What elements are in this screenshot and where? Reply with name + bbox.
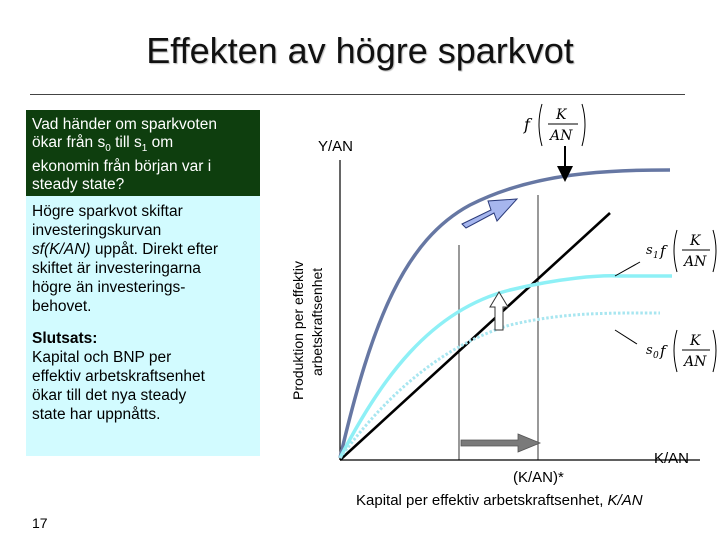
svg-text:K: K	[556, 107, 567, 123]
question-line: Vad händer om sparkvoten	[32, 116, 217, 133]
s1-label-pointer	[615, 262, 640, 276]
s0-label-pointer	[615, 330, 637, 344]
break-even-line	[340, 213, 610, 460]
y-axis-label-line2: arbetskraftsenhet	[309, 267, 325, 376]
y-axis-label-line1: Produktion per effektiv	[290, 260, 306, 400]
question-line: ekonomin från början var i	[32, 158, 212, 176]
svg-text:f: f	[660, 242, 666, 260]
investment-shift-arrow	[490, 292, 508, 330]
svg-text:AN: AN	[684, 354, 707, 370]
conclusion-title: Slutsats:	[32, 330, 98, 347]
production-label	[523, 104, 585, 146]
svg-text:s: s	[646, 343, 653, 358]
steady-state-label: (K/AN)*	[513, 469, 564, 486]
question-line: steady state?	[32, 176, 125, 194]
y-axis-top-label: Y/AN	[318, 138, 354, 155]
conclusion-paragraph: Slutsats: Kapital och BNP per effektiv arbetskraftsenhet ökar till det nya steady state har uppnåtts.	[32, 330, 205, 423]
capital-shift-arrow	[461, 434, 540, 452]
svg-text:1: 1	[653, 251, 659, 261]
x-axis-label: Kapital per effektiv arbetskraftsenhet, K/AN	[356, 492, 643, 509]
svg-text:0: 0	[653, 351, 659, 361]
s0-curve-label	[646, 330, 716, 372]
answer-paragraph: Högre sparkvot skiftar investeringskurvan sf(K/AN) uppåt. Direkt efter skiftet är investeringarna högre än investerings- behovet.	[32, 203, 219, 315]
svg-text:f: f	[524, 115, 530, 134]
svg-text:s: s	[646, 243, 653, 258]
svg-text:K: K	[690, 333, 701, 349]
x-axis-end-label: K/AN	[654, 450, 690, 467]
svg-text:AN: AN	[684, 254, 707, 270]
svg-text:K: K	[690, 233, 701, 249]
svg-text:AN: AN	[550, 128, 573, 144]
slide-title: Effekten av högre sparkvot	[146, 30, 574, 71]
page-number: 17	[32, 515, 48, 531]
investment-curve-s0	[340, 313, 660, 458]
s1-curve-label	[646, 230, 716, 272]
question-line: ökar från $s_0$ till $s_1$ om	[32, 134, 174, 155]
svg-text:f: f	[660, 342, 666, 360]
